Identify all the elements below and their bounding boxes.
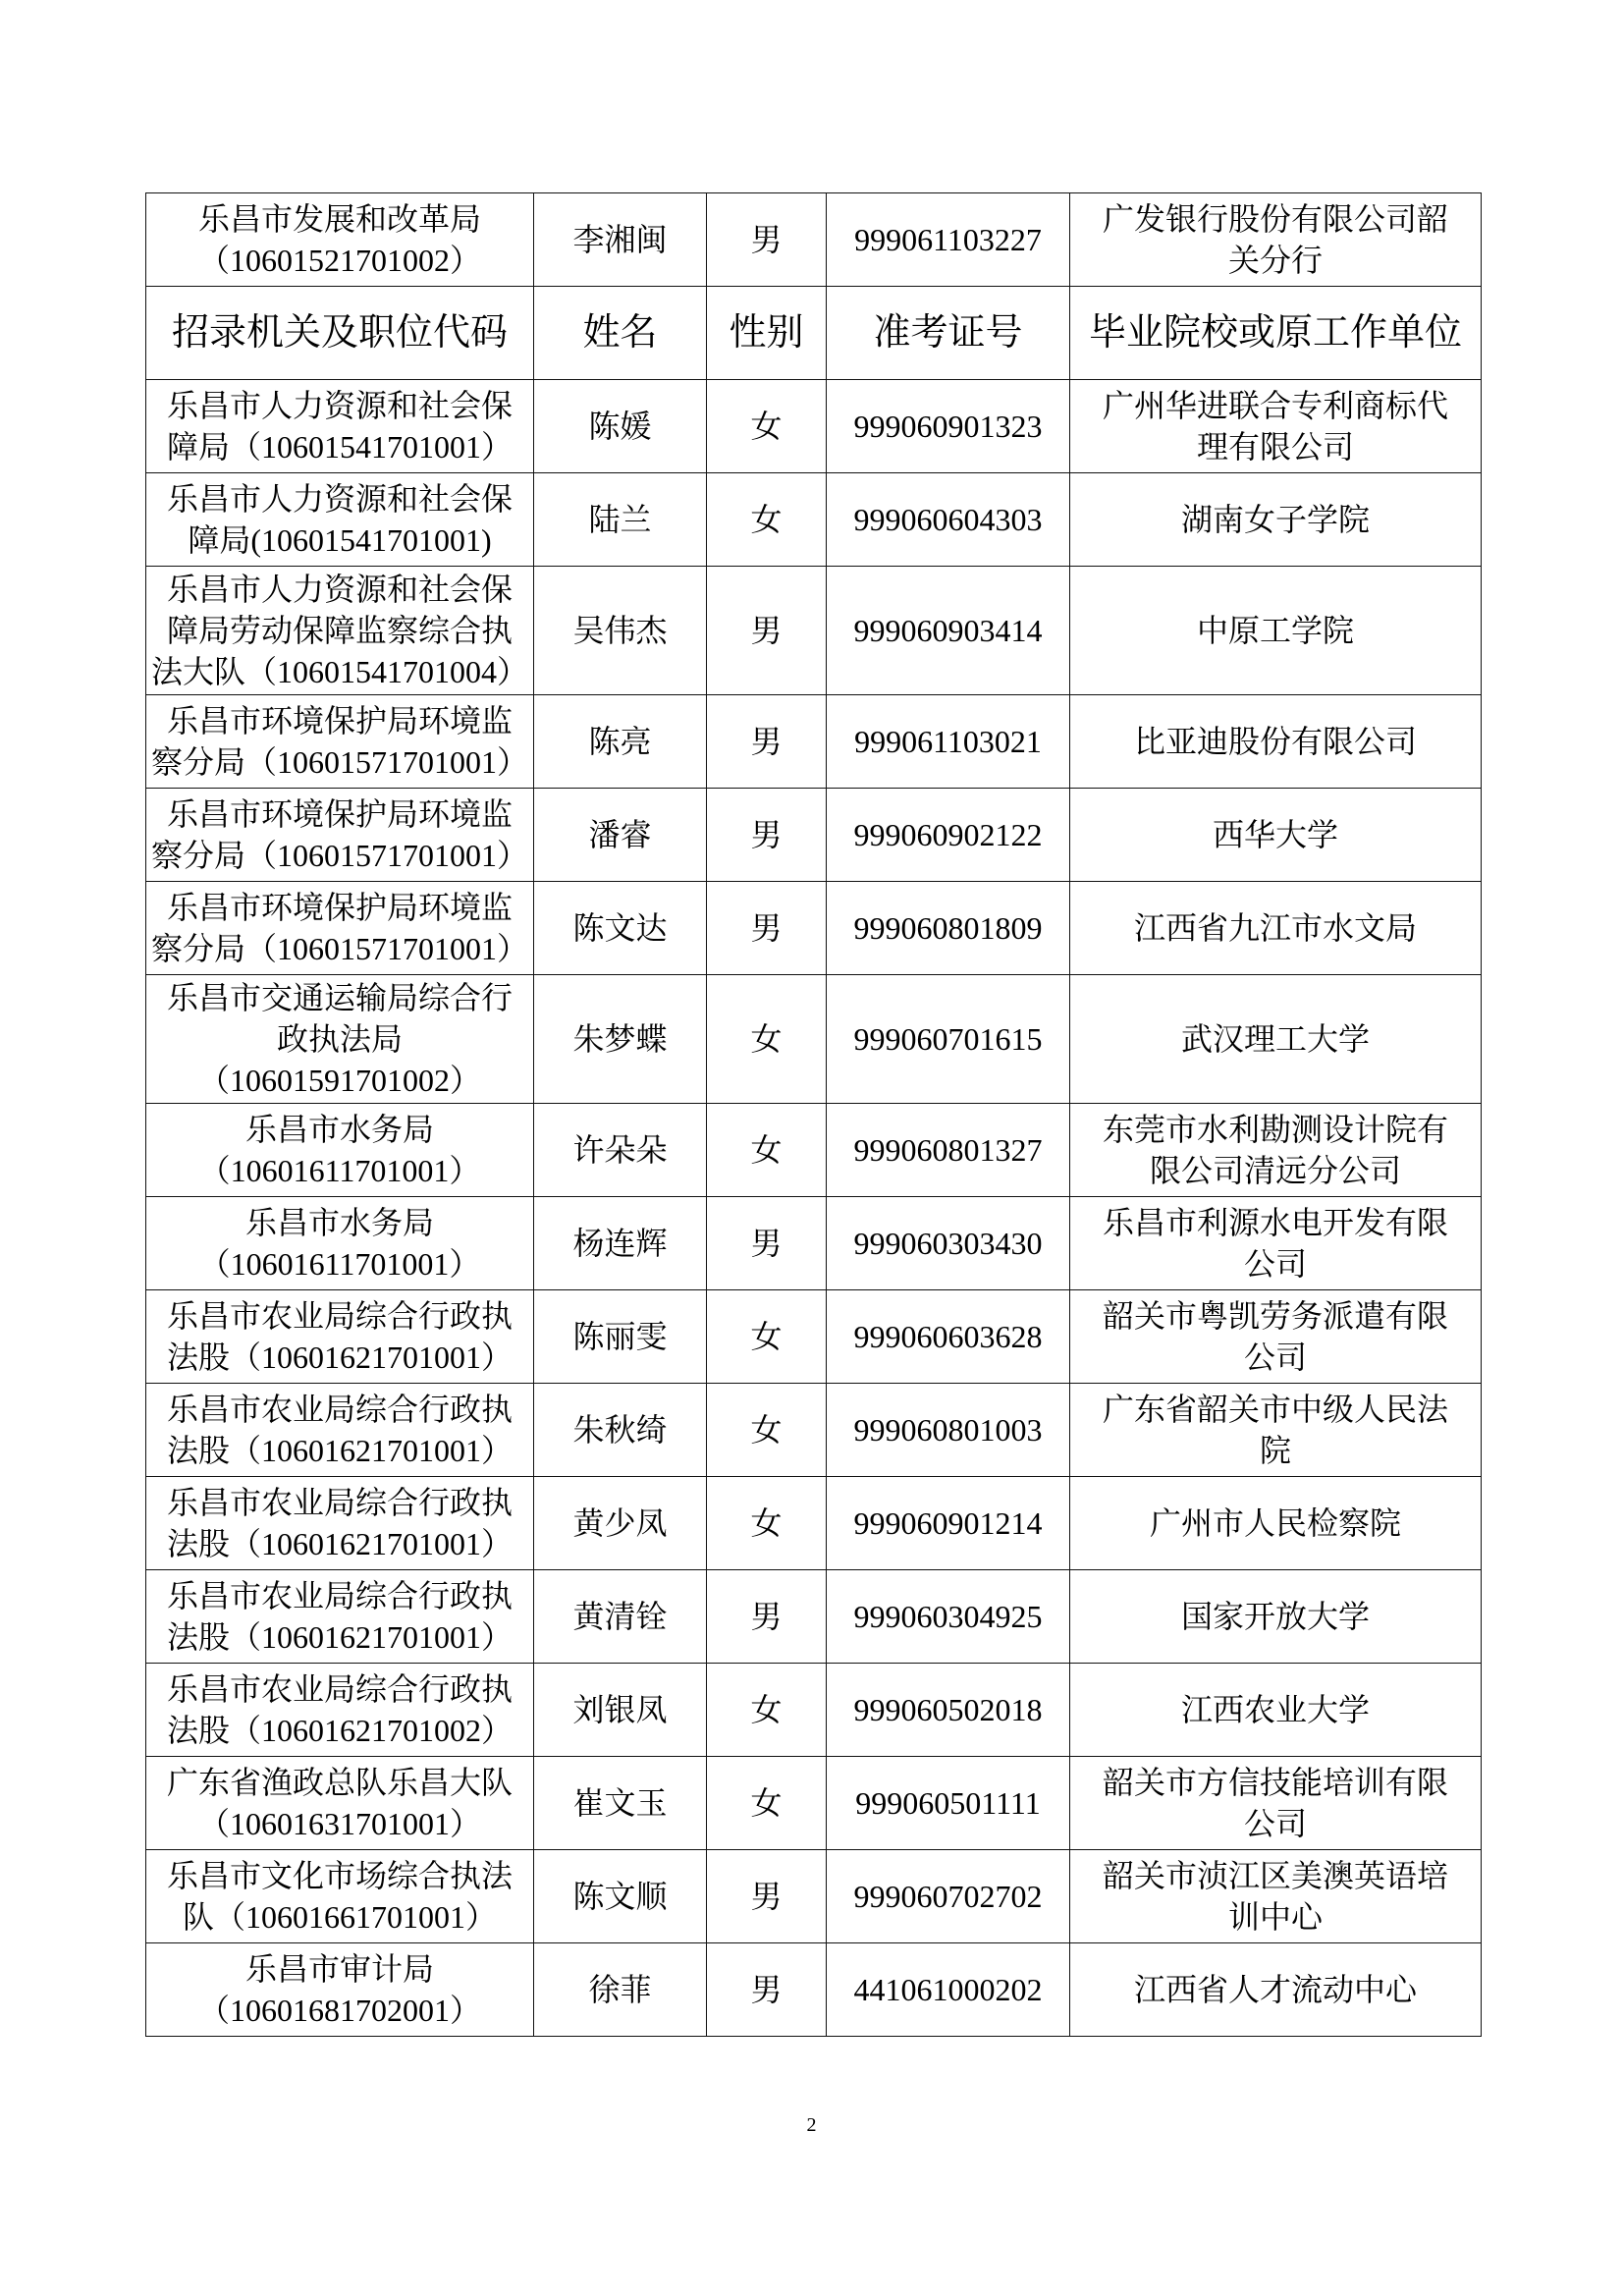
name-cell: 杨连辉 xyxy=(534,1197,707,1290)
school-cell xyxy=(1070,567,1482,695)
table-row xyxy=(146,567,1482,695)
agency-cell xyxy=(146,1850,534,1943)
agency-line: 乐昌市农业局综合行政执 xyxy=(166,1578,513,1613)
school-line: 东莞市水利勘测设计院有 xyxy=(1102,1112,1448,1147)
table-row xyxy=(146,882,1482,975)
exam-ticket-cell: 999060304925 xyxy=(827,1570,1070,1664)
agency-line: 乐昌市环境保护局环境监 xyxy=(166,703,513,738)
carryover-rows xyxy=(146,193,1482,287)
school-cell xyxy=(1070,473,1482,567)
school-cell xyxy=(1070,1943,1482,2037)
agency-cell xyxy=(146,380,534,473)
agency-line: 乐昌市水务局 xyxy=(244,1205,434,1240)
agency-cell xyxy=(146,567,534,695)
agency-line: 乐昌市环境保护局环境监 xyxy=(166,890,513,925)
school-line: 江西农业大学 xyxy=(1180,1692,1370,1727)
school-cell xyxy=(1070,1664,1482,1757)
name-cell: 黄少凤 xyxy=(534,1477,707,1570)
school-line: 公司 xyxy=(1243,1246,1307,1282)
agency-line: 法大队（10601541701004） xyxy=(150,654,528,689)
name-cell: 吴伟杰 xyxy=(534,567,707,695)
exam-ticket-cell: 999060901323 xyxy=(827,380,1070,473)
school-cell xyxy=(1070,1384,1482,1477)
table-row xyxy=(146,695,1482,789)
agency-cell xyxy=(146,1197,534,1290)
name-cell: 朱秋绮 xyxy=(534,1384,707,1477)
agency-line: 障局(10601541701001) xyxy=(188,522,492,558)
school-cell xyxy=(1070,380,1482,473)
exam-ticket-cell: 999060901214 xyxy=(827,1477,1070,1570)
agency-line: 乐昌市农业局综合行政执 xyxy=(166,1671,513,1707)
gender-cell: 女 xyxy=(707,1664,827,1757)
table-row xyxy=(146,193,1482,287)
school-cell xyxy=(1070,1570,1482,1664)
agency-line: 法股（10601621701001） xyxy=(166,1619,513,1655)
agency-line: 法股（10601621701001） xyxy=(166,1339,513,1375)
gender-cell: 男 xyxy=(707,193,827,287)
table-row xyxy=(146,1850,1482,1943)
table-row xyxy=(146,1290,1482,1384)
table-row xyxy=(146,1757,1482,1850)
exam-ticket-cell: 999060603628 xyxy=(827,1290,1070,1384)
school-line: 公司 xyxy=(1243,1339,1307,1375)
agency-line: （10601611701001） xyxy=(198,1246,481,1282)
agency-line: 乐昌市文化市场综合执法 xyxy=(166,1858,513,1893)
header-agency: 招录机关及职位代码 xyxy=(146,287,534,380)
agency-line: 察分局（10601571701001） xyxy=(150,838,528,873)
table-row xyxy=(146,1384,1482,1477)
table-row xyxy=(146,473,1482,567)
gender-cell: 女 xyxy=(707,1757,827,1850)
agency-cell xyxy=(146,789,534,882)
header-gender: 性别 xyxy=(707,287,827,380)
gender-cell: 女 xyxy=(707,1104,827,1197)
agency-line: 乐昌市水务局 xyxy=(244,1112,434,1147)
table-row xyxy=(146,1570,1482,1664)
header-row xyxy=(146,287,1482,380)
table-row xyxy=(146,975,1482,1104)
exam-ticket-cell: 999061103227 xyxy=(827,193,1070,287)
table-body xyxy=(146,380,1482,2037)
header-exam-ticket: 准考证号 xyxy=(827,287,1070,380)
school-cell xyxy=(1070,1197,1482,1290)
agency-line: 法股（10601621701002） xyxy=(166,1713,513,1748)
agency-cell xyxy=(146,1943,534,2037)
agency-line: （10601591701002） xyxy=(197,1063,481,1098)
gender-cell: 男 xyxy=(707,789,827,882)
school-line: 广州市人民检察院 xyxy=(1149,1505,1401,1541)
agency-cell xyxy=(146,1757,534,1850)
agency-line: 政执法局 xyxy=(276,1021,403,1057)
agency-cell xyxy=(146,1477,534,1570)
exam-ticket-cell: 999060604303 xyxy=(827,473,1070,567)
table-header xyxy=(146,287,1482,380)
gender-cell: 男 xyxy=(707,1850,827,1943)
agency-line: 法股（10601621701001） xyxy=(166,1433,513,1468)
name-cell: 崔文玉 xyxy=(534,1757,707,1850)
agency-line: 队（10601661701001） xyxy=(182,1899,497,1935)
gender-cell: 男 xyxy=(707,567,827,695)
exam-ticket-cell: 999060502018 xyxy=(827,1664,1070,1757)
header-school: 毕业院校或原工作单位 xyxy=(1070,287,1482,380)
gender-cell: 女 xyxy=(707,1477,827,1570)
school-cell xyxy=(1070,695,1482,789)
name-cell: 陈文达 xyxy=(534,882,707,975)
school-cell xyxy=(1070,193,1482,287)
school-line: 湖南女子学院 xyxy=(1180,502,1370,537)
school-cell xyxy=(1070,1477,1482,1570)
school-line: 广东省韶关市中级人民法 xyxy=(1102,1392,1448,1427)
name-cell: 黄清铨 xyxy=(534,1570,707,1664)
agency-line: 乐昌市人力资源和社会保 xyxy=(166,481,513,517)
agency-line: 乐昌市审计局 xyxy=(244,1951,434,1987)
name-cell: 陈媛 xyxy=(534,380,707,473)
agency-line: 广东省渔政总队乐昌大队 xyxy=(166,1765,513,1800)
school-line: 中原工学院 xyxy=(1196,613,1354,648)
name-cell: 刘银凤 xyxy=(534,1664,707,1757)
gender-cell: 女 xyxy=(707,380,827,473)
school-cell xyxy=(1070,1104,1482,1197)
agency-line: 乐昌市发展和改革局 xyxy=(197,201,481,237)
school-cell xyxy=(1070,1757,1482,1850)
agency-cell xyxy=(146,1384,534,1477)
gender-cell: 女 xyxy=(707,1384,827,1477)
agency-line: 法股（10601621701001） xyxy=(166,1526,513,1561)
agency-line: 乐昌市农业局综合行政执 xyxy=(166,1298,513,1334)
agency-line: （10601631701001） xyxy=(197,1806,481,1841)
school-line: 韶关市浈江区美澳英语培 xyxy=(1102,1858,1448,1893)
exam-ticket-cell: 441061000202 xyxy=(827,1943,1070,2037)
name-cell: 许朵朵 xyxy=(534,1104,707,1197)
agency-cell xyxy=(146,1570,534,1664)
school-line: 理有限公司 xyxy=(1196,429,1354,465)
table-row xyxy=(146,1197,1482,1290)
agency-line: 乐昌市人力资源和社会保 xyxy=(166,388,513,423)
agency-cell xyxy=(146,473,534,567)
agency-cell xyxy=(146,1290,534,1384)
agency-cell xyxy=(146,1104,534,1197)
exam-ticket-cell: 999060903414 xyxy=(827,567,1070,695)
agency-line: （10601681702001） xyxy=(197,1993,481,2028)
exam-ticket-cell: 999060801003 xyxy=(827,1384,1070,1477)
school-line: 关分行 xyxy=(1227,243,1323,278)
name-cell: 陈文顺 xyxy=(534,1850,707,1943)
agency-line: 乐昌市环境保护局环境监 xyxy=(166,796,513,832)
school-line: 西华大学 xyxy=(1212,817,1338,852)
school-line: 公司 xyxy=(1243,1806,1307,1841)
school-line: 比亚迪股份有限公司 xyxy=(1133,724,1417,759)
table-row xyxy=(146,1104,1482,1197)
school-cell xyxy=(1070,975,1482,1104)
name-cell: 陆兰 xyxy=(534,473,707,567)
gender-cell: 男 xyxy=(707,1197,827,1290)
gender-cell: 女 xyxy=(707,1290,827,1384)
table-row xyxy=(146,380,1482,473)
header-name: 姓名 xyxy=(534,287,707,380)
gender-cell: 女 xyxy=(707,473,827,567)
school-line: 江西省九江市水文局 xyxy=(1133,910,1417,946)
school-line: 韶关市粤凯劳务派遣有限 xyxy=(1102,1298,1448,1334)
exam-ticket-cell: 999060801809 xyxy=(827,882,1070,975)
school-cell xyxy=(1070,789,1482,882)
agency-cell xyxy=(146,1664,534,1757)
school-cell xyxy=(1070,1850,1482,1943)
school-cell xyxy=(1070,1290,1482,1384)
name-cell: 陈亮 xyxy=(534,695,707,789)
exam-ticket-cell: 999060701615 xyxy=(827,975,1070,1104)
gender-cell: 女 xyxy=(707,975,827,1104)
name-cell: 李湘闽 xyxy=(534,193,707,287)
table-row xyxy=(146,1664,1482,1757)
school-line: 院 xyxy=(1259,1433,1291,1468)
agency-cell xyxy=(146,695,534,789)
gender-cell: 男 xyxy=(707,1943,827,2037)
page-number: 2 xyxy=(806,2114,817,2136)
school-line: 限公司清远分公司 xyxy=(1149,1153,1401,1188)
school-line: 训中心 xyxy=(1227,1899,1323,1935)
agency-line: （10601521701002） xyxy=(197,243,481,278)
school-line: 广发银行股份有限公司韶 xyxy=(1102,201,1448,237)
agency-line: 障局劳动保障监察综合执 xyxy=(166,613,513,648)
school-line: 国家开放大学 xyxy=(1180,1599,1370,1634)
agency-line: 乐昌市农业局综合行政执 xyxy=(166,1392,513,1427)
name-cell: 徐菲 xyxy=(534,1943,707,2037)
school-line: 江西省人才流动中心 xyxy=(1133,1972,1417,2007)
agency-line: 察分局（10601571701001） xyxy=(150,931,528,966)
exam-ticket-cell: 999060702702 xyxy=(827,1850,1070,1943)
exam-ticket-cell: 999060801327 xyxy=(827,1104,1070,1197)
agency-line: 乐昌市人力资源和社会保 xyxy=(166,572,513,607)
exam-ticket-cell: 999060303430 xyxy=(827,1197,1070,1290)
agency-cell xyxy=(146,975,534,1104)
agency-line: 障局（10601541701001） xyxy=(166,429,513,465)
name-cell: 陈丽雯 xyxy=(534,1290,707,1384)
table-row xyxy=(146,789,1482,882)
exam-ticket-cell: 999060902122 xyxy=(827,789,1070,882)
agency-cell xyxy=(146,193,534,287)
agency-line: （10601611701001） xyxy=(198,1153,481,1188)
table-row xyxy=(146,1943,1482,2037)
agency-line: 乐昌市交通运输局综合行 xyxy=(166,980,513,1015)
gender-cell: 男 xyxy=(707,695,827,789)
agency-line: 察分局（10601571701001） xyxy=(150,744,528,780)
school-line: 武汉理工大学 xyxy=(1180,1021,1370,1057)
school-line: 乐昌市利源水电开发有限 xyxy=(1102,1205,1448,1240)
agency-cell xyxy=(146,882,534,975)
gender-cell: 男 xyxy=(707,882,827,975)
table-row xyxy=(146,1477,1482,1570)
name-cell: 潘睿 xyxy=(534,789,707,882)
school-line: 广州华进联合专利商标代 xyxy=(1102,388,1448,423)
school-line: 韶关市方信技能培训有限 xyxy=(1102,1765,1448,1800)
agency-line: 乐昌市农业局综合行政执 xyxy=(166,1485,513,1520)
results-table xyxy=(145,192,1482,2037)
school-cell xyxy=(1070,882,1482,975)
exam-ticket-cell: 999060501111 xyxy=(827,1757,1070,1850)
name-cell: 朱梦蝶 xyxy=(534,975,707,1104)
gender-cell: 男 xyxy=(707,1570,827,1664)
exam-ticket-cell: 999061103021 xyxy=(827,695,1070,789)
